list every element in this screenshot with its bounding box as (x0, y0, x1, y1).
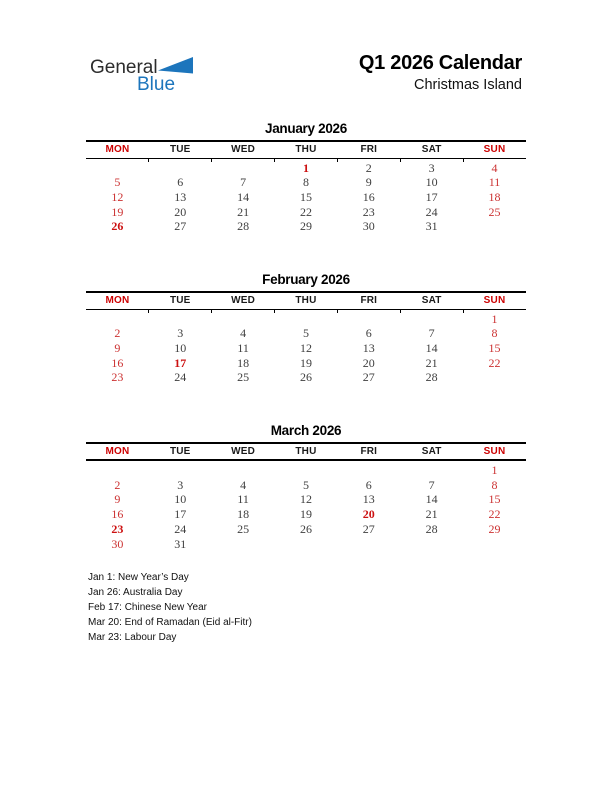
general-blue-logo (90, 57, 200, 99)
date-cell: 15 (488, 492, 501, 507)
date-cell: 28 (237, 219, 250, 234)
date-cell: 27 (362, 521, 375, 536)
month-title: March 2026 (270, 423, 342, 439)
week-row (86, 158, 526, 175)
day-header-sat: SAT (400, 443, 463, 460)
page-title: Q1 2026 Calendar (358, 52, 522, 74)
date-cell: 11 (237, 340, 249, 355)
date-cell: 4 (491, 160, 498, 175)
day-header-mon: MON (86, 443, 149, 460)
date-cell: 20 (362, 507, 375, 522)
day-header-wed: WED (212, 141, 275, 158)
empty-cell (86, 309, 149, 326)
calendar-table (86, 140, 526, 234)
date-cell: 16 (362, 189, 375, 204)
date-cell: 24 (174, 370, 187, 385)
date-cell: 6 (365, 477, 372, 492)
holiday-list (88, 570, 252, 645)
holiday-list-item: Jan 26: Australia Day (88, 587, 183, 598)
date-cell: 28 (425, 521, 438, 536)
date-cell: 5 (302, 326, 309, 341)
date-cell: 25 (237, 521, 250, 536)
date-cell: 8 (302, 175, 309, 190)
week-row (86, 309, 526, 326)
empty-cell (149, 309, 212, 326)
months-container (86, 121, 526, 551)
date-cell: 27 (174, 219, 187, 234)
day-header-row (86, 292, 526, 309)
date-cell: 17 (425, 189, 438, 204)
month-january (86, 121, 526, 234)
day-header-thu: THU (275, 141, 338, 158)
day-header-fri: FRI (337, 292, 400, 309)
date-cell: 11 (237, 492, 249, 507)
date-cell: 8 (491, 477, 498, 492)
month-title: January 2026 (265, 121, 347, 136)
date-cell: 20 (174, 204, 187, 219)
date-cell: 2 (114, 326, 121, 341)
date-cell: 9 (114, 340, 121, 355)
week-row (86, 537, 526, 552)
date-cell: 3 (177, 326, 184, 341)
week-row (86, 478, 526, 493)
date-cell: 19 (111, 204, 124, 219)
date-cell: 12 (299, 492, 312, 507)
date-cell: 8 (491, 326, 498, 341)
month-march (86, 423, 526, 551)
date-cell: 10 (425, 175, 438, 190)
date-cell: 15 (299, 189, 312, 204)
week-row (86, 341, 526, 356)
date-cell: 5 (114, 175, 121, 190)
date-cell: 22 (488, 507, 501, 522)
date-cell: 13 (362, 340, 375, 355)
date-cell: 18 (237, 355, 250, 370)
date-cell: 26 (299, 521, 312, 536)
week-row (86, 492, 526, 507)
date-cell: 25 (237, 370, 250, 385)
date-cell: 14 (237, 189, 250, 204)
day-header-fri: FRI (337, 141, 400, 158)
day-header-mon: MON (86, 292, 149, 309)
logo-text-blue: Blue (137, 74, 176, 95)
date-cell: 7 (428, 477, 435, 492)
date-cell: 26 (299, 370, 312, 385)
empty-cell (463, 370, 526, 385)
date-cell: 14 (425, 492, 438, 507)
day-header-sun: SUN (463, 141, 526, 158)
day-header-thu: THU (275, 292, 338, 309)
date-cell: 13 (362, 492, 375, 507)
day-header-tue: TUE (149, 292, 212, 309)
date-cell: 28 (425, 370, 438, 385)
empty-cell (149, 158, 212, 175)
empty-cell (212, 537, 275, 552)
empty-cell (149, 460, 212, 478)
date-cell: 18 (488, 189, 501, 204)
date-cell: 12 (111, 189, 124, 204)
day-header-wed: WED (212, 292, 275, 309)
date-cell: 7 (428, 326, 435, 341)
date-cell: 3 (177, 477, 184, 492)
holiday-list-item: Mar 23: Labour Day (88, 632, 177, 643)
date-cell: 16 (111, 507, 124, 522)
date-cell: 1 (302, 160, 309, 175)
date-cell: 12 (299, 340, 312, 355)
date-cell: 24 (174, 521, 187, 536)
date-cell: 4 (240, 477, 247, 492)
week-row (86, 460, 526, 478)
date-cell: 17 (174, 507, 187, 522)
date-cell: 22 (299, 204, 312, 219)
day-header-mon: MON (86, 141, 149, 158)
date-cell: 3 (428, 160, 435, 175)
date-cell: 11 (488, 175, 501, 190)
calendar-table (86, 291, 526, 385)
date-cell: 9 (365, 175, 372, 190)
week-row (86, 522, 526, 537)
date-cell: 31 (174, 536, 187, 551)
week-row (86, 326, 526, 341)
date-cell: 25 (488, 204, 501, 219)
date-cell: 21 (425, 507, 438, 522)
date-cell: 20 (362, 355, 375, 370)
date-cell: 13 (174, 189, 187, 204)
week-row (86, 356, 526, 371)
date-cell: 2 (365, 160, 372, 175)
page-subtitle: Christmas Island (414, 77, 522, 93)
day-header-sat: SAT (400, 141, 463, 158)
day-header-sun: SUN (463, 292, 526, 309)
date-cell: 7 (240, 175, 247, 190)
calendar-table (86, 442, 526, 551)
empty-cell (463, 219, 526, 234)
month-title: February 2026 (262, 272, 350, 288)
empty-cell (212, 309, 275, 326)
day-header-wed: WED (212, 443, 275, 460)
date-cell: 19 (299, 355, 312, 370)
date-cell: 31 (425, 219, 438, 234)
holiday-list-item: Mar 20: End of Ramadan (Eid al-Fitr) (88, 617, 252, 628)
date-cell: 4 (240, 326, 247, 341)
empty-cell (337, 309, 400, 326)
date-cell: 1 (491, 463, 498, 478)
day-header-row (86, 443, 526, 460)
date-cell: 6 (177, 175, 184, 190)
empty-cell (86, 460, 149, 478)
week-row (86, 190, 526, 205)
date-cell: 22 (488, 355, 501, 370)
day-header-fri: FRI (337, 443, 400, 460)
empty-cell (337, 460, 400, 478)
day-header-tue: TUE (149, 141, 212, 158)
date-cell: 5 (302, 477, 309, 492)
holiday-list-item: Feb 17: Chinese New Year (88, 602, 207, 613)
date-cell: 6 (365, 326, 372, 341)
date-cell: 16 (111, 355, 124, 370)
week-row (86, 219, 526, 234)
empty-cell (337, 537, 400, 552)
empty-cell (212, 460, 275, 478)
holiday-list-item: Jan 1: New Year’s Day (88, 572, 189, 583)
date-cell: 18 (237, 507, 250, 522)
empty-cell (275, 460, 338, 478)
day-header-sat: SAT (400, 292, 463, 309)
empty-cell (212, 158, 275, 175)
date-cell: 14 (425, 340, 438, 355)
date-cell: 9 (114, 492, 121, 507)
empty-cell (275, 309, 338, 326)
date-cell: 21 (425, 355, 438, 370)
day-header-sun: SUN (463, 443, 526, 460)
month-february (86, 272, 526, 385)
date-cell: 30 (362, 219, 375, 234)
date-cell: 29 (488, 521, 501, 536)
date-cell: 21 (237, 204, 250, 219)
date-cell: 23 (111, 370, 124, 385)
empty-cell (400, 460, 463, 478)
date-cell: 24 (425, 204, 438, 219)
title-block (359, 52, 522, 94)
date-cell: 27 (362, 370, 375, 385)
date-cell: 23 (111, 521, 124, 536)
date-cell: 23 (362, 204, 375, 219)
date-cell: 26 (111, 219, 124, 234)
empty-cell (400, 537, 463, 552)
week-row (86, 175, 526, 190)
empty-cell (463, 537, 526, 552)
empty-cell (86, 158, 149, 175)
date-cell: 15 (488, 340, 501, 355)
logo-text-general: General (90, 57, 158, 78)
date-cell: 10 (174, 492, 187, 507)
date-cell: 19 (299, 507, 312, 522)
week-row (86, 205, 526, 220)
logo-triangle-icon (158, 57, 193, 74)
date-cell: 2 (114, 477, 121, 492)
week-row (86, 507, 526, 522)
empty-cell (400, 309, 463, 326)
day-header-row (86, 141, 526, 158)
date-cell: 10 (174, 340, 187, 355)
day-header-thu: THU (275, 443, 338, 460)
date-cell: 17 (174, 355, 187, 370)
week-row (86, 370, 526, 385)
date-cell: 1 (491, 311, 498, 326)
empty-cell (275, 537, 338, 552)
date-cell: 29 (299, 219, 312, 234)
day-header-tue: TUE (149, 443, 212, 460)
date-cell: 30 (111, 536, 124, 551)
